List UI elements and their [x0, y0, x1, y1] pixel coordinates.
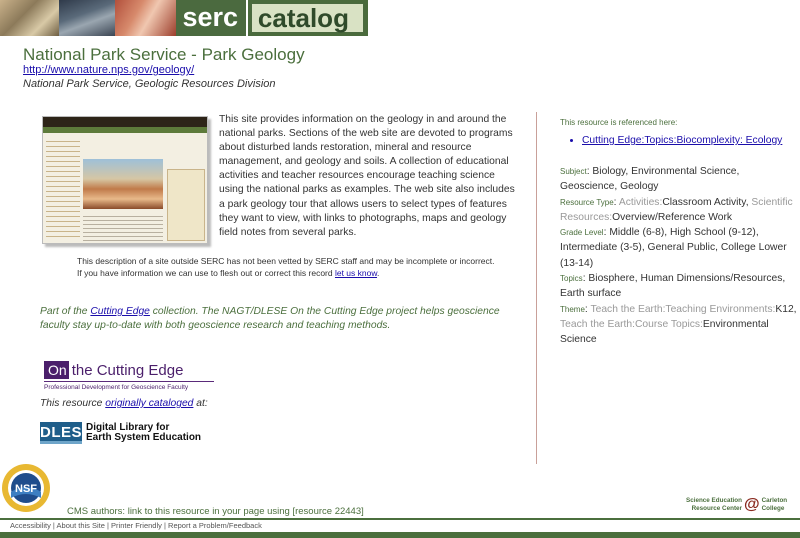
grade-level-row: Grade Level: Middle (6-8), High School (9-12), Intermediate (3-5), General Public, College Lower (13-14) — [560, 227, 787, 269]
serc-carleton-logo[interactable] — [686, 496, 787, 514]
serc-line1: Science Education — [686, 497, 742, 504]
list-item — [582, 135, 782, 146]
carleton-line2: College — [761, 505, 785, 512]
cataloged-prefix: This resource — [40, 398, 106, 409]
cutting-edge-logo[interactable] — [44, 361, 214, 391]
thumbnail-text — [83, 213, 163, 241]
originally-cataloged-link[interactable]: originally cataloged — [105, 398, 194, 409]
topics-label: Topics — [560, 274, 583, 284]
grade-level-value: Middle (6-8), High School (9-12), Intermediate (3-5), General Public, College Lower (13-14) — [560, 227, 787, 269]
subject-label: Subject — [560, 167, 587, 176]
thumbnail-nav — [43, 127, 207, 133]
reference-link[interactable]: Cutting Edge:Topics:Biocomplexity: Ecology — [582, 135, 783, 146]
footer-divider — [0, 518, 800, 520]
theme-label: Theme — [560, 304, 585, 314]
resource-description: This site provides information on the geology in and around the national parks. Sections of the web site are devoted to programs about disturbed lands restoration, mineral and resource management, and geology and soils. A collection of educational activities and teacher resources encourage teaching science using the national parks as examples. The web site also includes a park geology tour that allows users to select types of features they want to view, with links to photographs, maps and geology field notes from several parks. — [219, 114, 515, 238]
theme-value: K12 — [775, 303, 794, 315]
theme-category: Teach the Earth:Teaching Environments: — [590, 303, 776, 315]
dlese-line2: Earth System Education — [86, 432, 202, 443]
site-thumbnail — [42, 116, 208, 244]
cutting-edge-link[interactable]: Cutting Edge — [90, 306, 150, 317]
thumbnail-photo — [83, 159, 163, 209]
resource-type-category: Scientific Resources: — [560, 196, 793, 223]
banner-photo — [59, 0, 115, 36]
column-divider — [536, 112, 537, 464]
cms-author-note: CMS authors: link to this resource in your page using [resource 22443] — [67, 506, 364, 517]
about-site-link[interactable]: About this Site — [56, 521, 105, 530]
dlese-wordmark — [86, 423, 201, 443]
page-title: National Park Service - Park Geology — [23, 45, 305, 64]
reference-list — [568, 135, 782, 146]
footer-links: Accessibility | About this Site | Printer Friendly | Report a Problem/Feedback — [10, 521, 262, 530]
publisher: National Park Service, Geologic Resources Division — [23, 78, 276, 90]
cutting-edge-tagline: Professional Development for Geoscience Faculty — [44, 384, 189, 391]
resource-type-category: Activities: — [618, 196, 663, 208]
dlese-logo[interactable] — [40, 422, 201, 444]
theme-category: Teach the Earth:Course Topics: — [560, 318, 703, 330]
footer-band — [0, 532, 800, 538]
brand-catalog: catalog — [251, 3, 364, 33]
disclaimer-end: . — [377, 268, 380, 278]
accessibility-link[interactable]: Accessibility — [10, 521, 51, 530]
theme-row: Theme: Teach the Earth:Teaching Environments:K12, Teach the Earth:Course Topics:Environmental Science — [560, 303, 797, 346]
cataloged-note — [40, 398, 208, 409]
carleton-wordmark — [762, 497, 788, 513]
printer-friendly-link[interactable]: Printer Friendly — [111, 521, 162, 530]
disclaimer — [77, 255, 497, 279]
disclaimer-text: This description of a site outside SERC has not been vetted by SERC staff and may be incomplete or incorrect. If you have information we can use to flesh out or correct this record — [77, 256, 495, 278]
thumbnail-rightbox — [167, 169, 205, 241]
dlese-mark: DLESE — [40, 422, 82, 444]
resource-type-value: Overview/Reference Work — [612, 211, 733, 223]
subject-value: Biology, Environmental Science, Geoscience, Geology — [560, 166, 740, 193]
resource-metadata — [560, 164, 798, 348]
subject-row: Subject: Biology, Environmental Science, Geoscience, Geology — [560, 166, 740, 193]
topics-value: Biosphere, Human Dimensions/Resources, Earth surface — [560, 273, 786, 300]
resource-url-link[interactable]: http://www.nature.nps.gov/geology/ — [23, 64, 195, 76]
resource-type-row: Resource Type: Activities:Classroom Activity, Scientific Resources:Overview/Reference Work — [560, 196, 793, 223]
dlese-line1: Digital Library for — [86, 422, 170, 433]
collection-suffix: collection. The NAGT/DLESE On the Cutting Edge project helps geoscience faculty stay up-to-date with both geoscience research and teaching methods. — [40, 306, 500, 331]
theme-value: Environmental Science — [560, 318, 769, 346]
thumbnail-header — [43, 117, 207, 127]
at-icon: @ — [744, 496, 760, 513]
report-problem-link[interactable]: Report a Problem/Feedback — [168, 521, 262, 530]
collection-prefix: Part of the — [40, 306, 91, 317]
nsf-wordmark: NSF — [15, 483, 37, 495]
grade-level-label: Grade Level — [560, 228, 604, 238]
banner-photo — [0, 0, 59, 36]
referenced-heading: This resource is referenced here: — [560, 118, 678, 127]
resource-type-label: Resource Type — [560, 197, 614, 207]
serc-line2: Resource Center — [691, 505, 742, 512]
collection-note — [40, 305, 510, 333]
cutting-edge-name: the Cutting Edge — [71, 362, 184, 379]
serc-wordmark — [686, 497, 742, 513]
carleton-line1: Carleton — [761, 497, 788, 504]
cutting-edge-wordmark — [44, 361, 214, 382]
cataloged-suffix: at: — [193, 398, 208, 409]
nsf-logo[interactable] — [0, 462, 52, 514]
banner-photo — [115, 0, 176, 36]
serc-catalog-banner[interactable] — [0, 0, 368, 36]
thumbnail-sidebar — [46, 137, 80, 237]
cutting-edge-on: On — [44, 361, 69, 379]
brand-serc: serc — [176, 0, 247, 36]
topics-row: Topics: Biosphere, Human Dimensions/Resources, Earth surface — [560, 273, 786, 300]
resource-type-value: Classroom Activity — [662, 196, 746, 208]
let-us-know-link[interactable]: let us know — [334, 268, 378, 278]
